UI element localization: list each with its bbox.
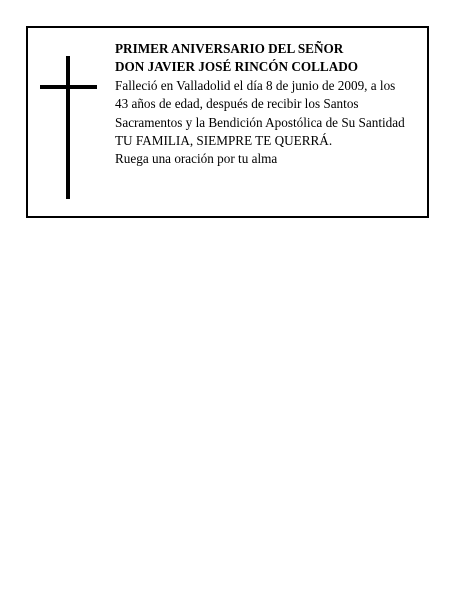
cross-horizontal-bar (40, 85, 97, 89)
notice-body-line: Falleció en Valladolid el día 8 de junio de 2009, a los (115, 77, 396, 93)
notice-body-line: 43 años de edad, después de recibir los Santos (115, 96, 359, 112)
notice-body-line: Ruega una oración por tu alma (115, 151, 278, 167)
notice-body-line: Sacramentos y la Bendición Apostólica de Su Santidad (115, 114, 405, 130)
notice-body-line: TU FAMILIA, SIEMPRE TE QUERRÁ. (115, 133, 333, 149)
notice-text (115, 40, 425, 169)
cross-vertical-bar (66, 56, 70, 199)
obituary-notice (26, 26, 429, 218)
notice-heading-line-1: PRIMER ANIVERSARIO DEL SEÑOR (115, 41, 344, 56)
notice-heading-line-2: DON JAVIER JOSÉ RINCÓN COLLADO (115, 59, 359, 75)
